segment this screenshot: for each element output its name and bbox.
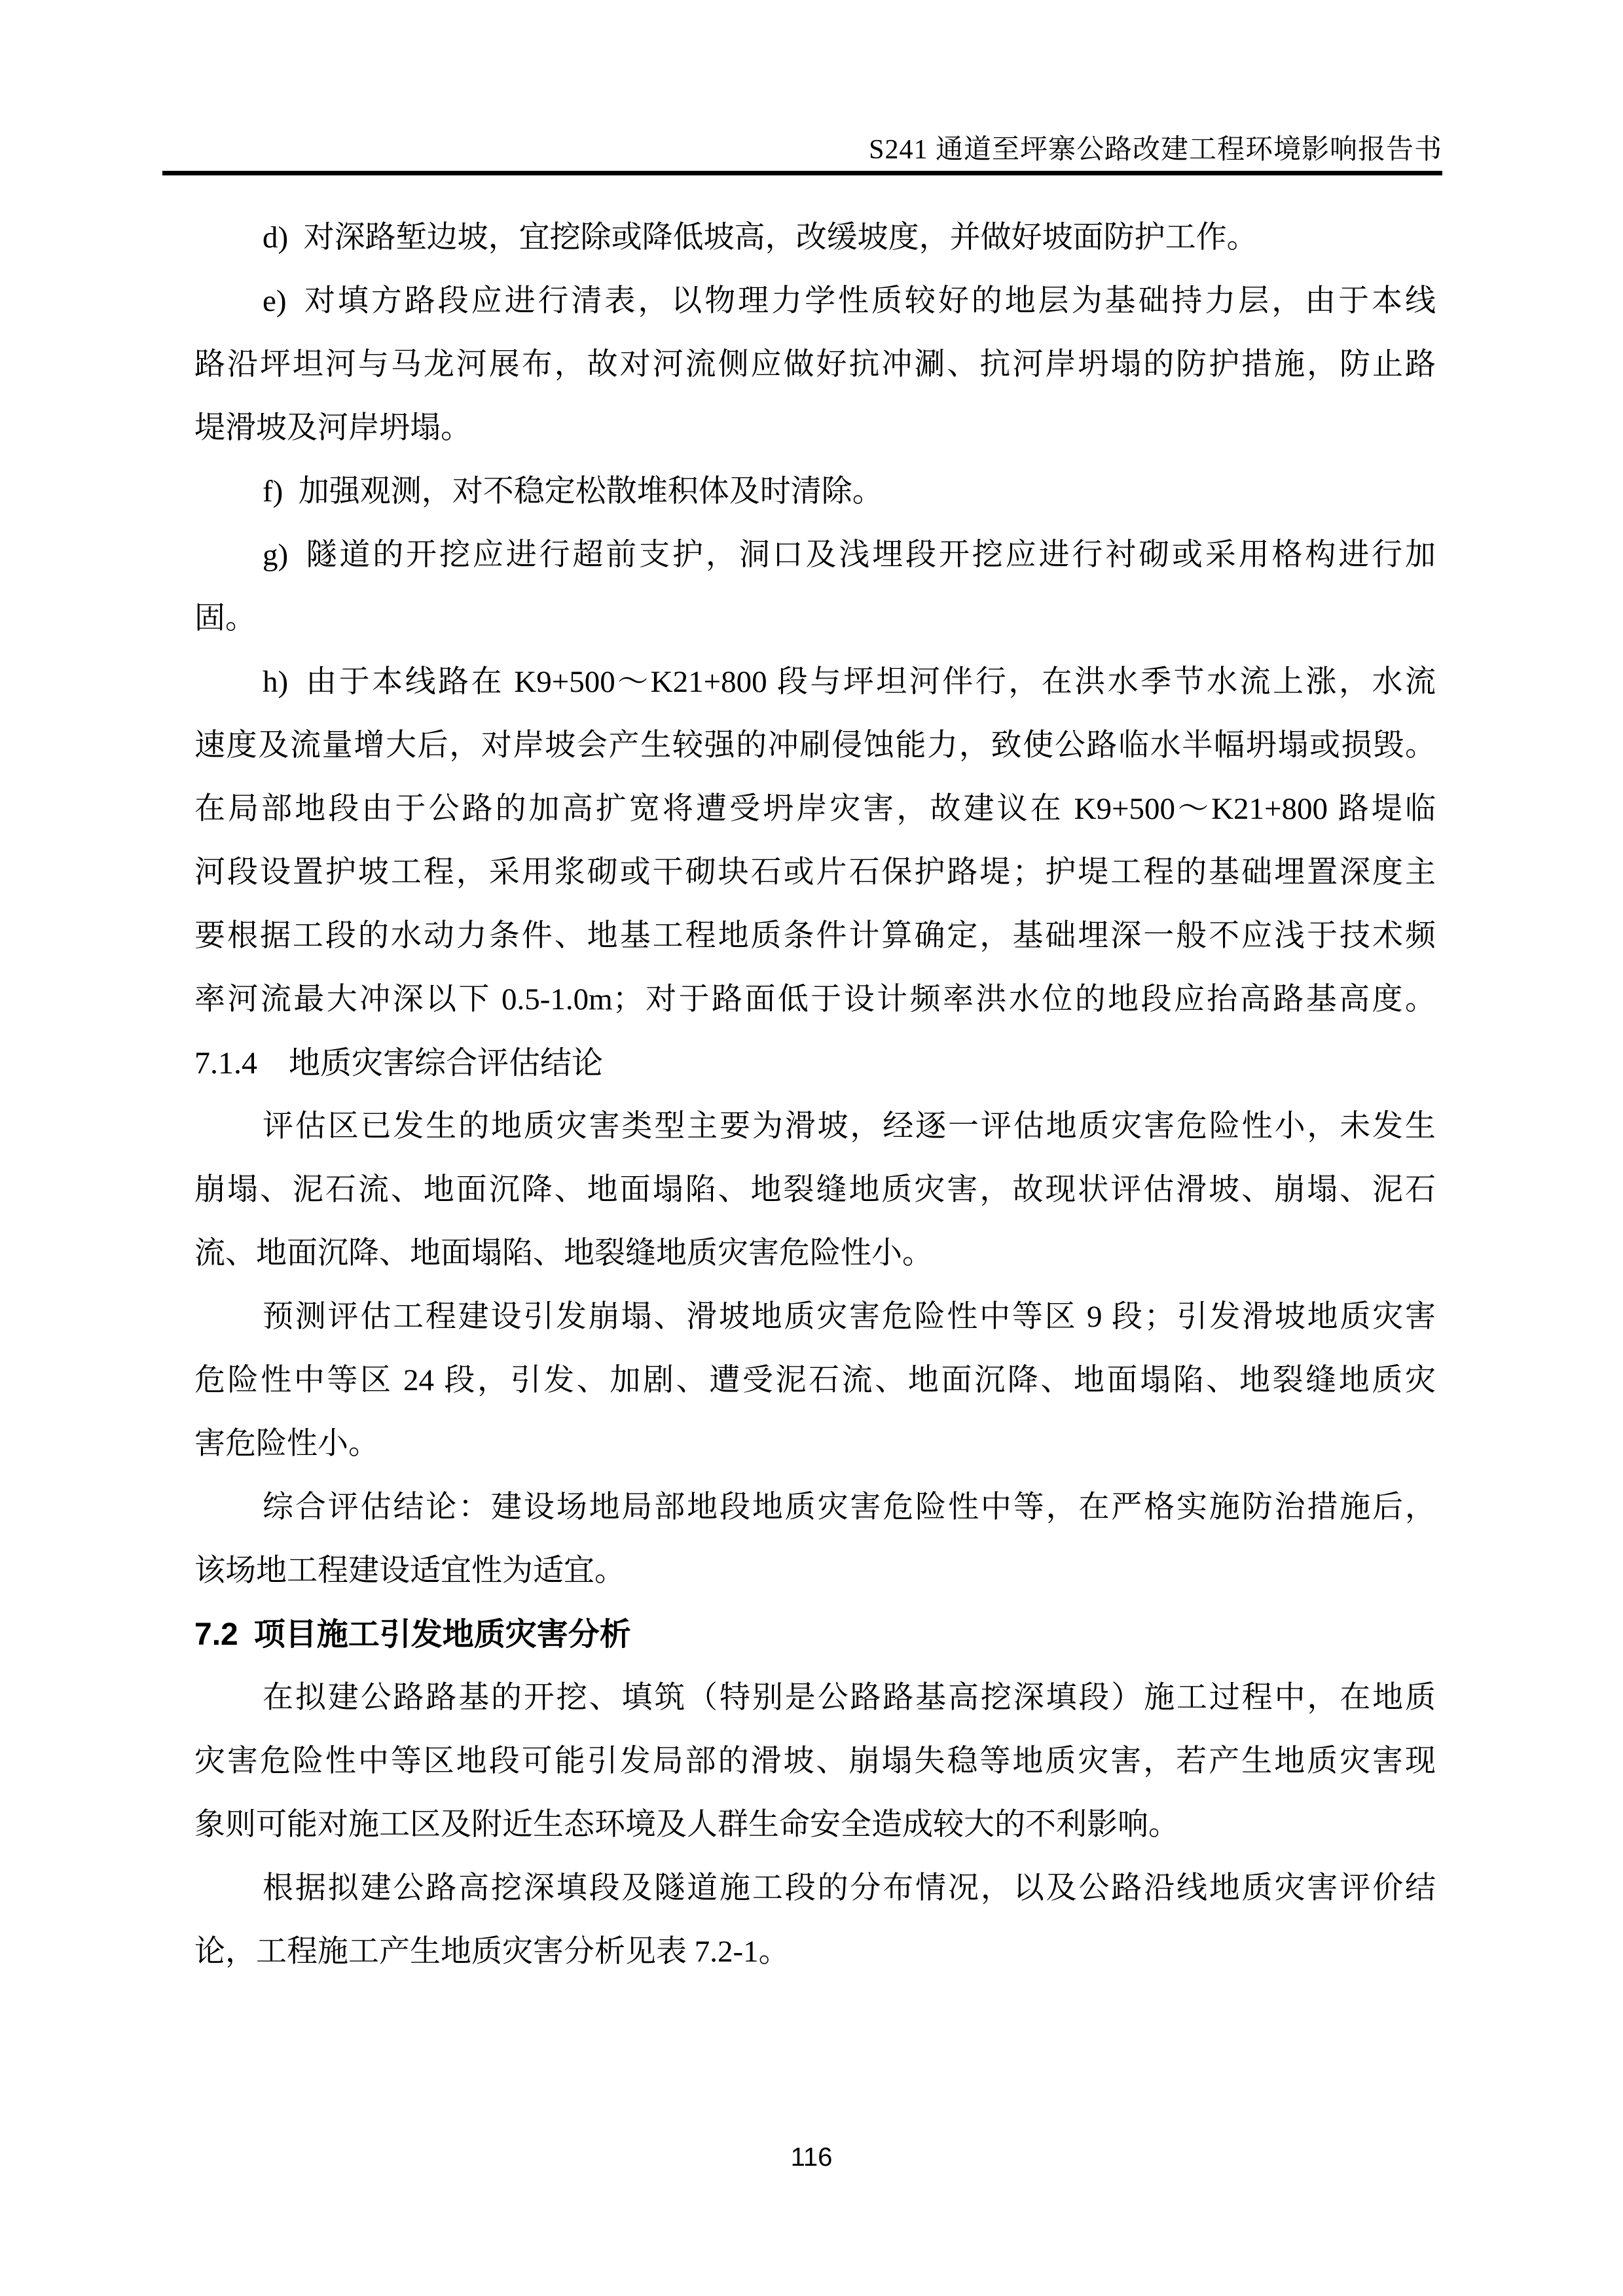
text-line: 论，工程施工产生地质灾害分析见表 7.2-1。 [194, 1935, 790, 1969]
document-body [194, 206, 1436, 1984]
page-footer [0, 2142, 1623, 2173]
text-line: 河段设置护坡工程，采用浆砌或干砌块石或片石保护路堤；护堤工程的基础埋置深度主 [194, 855, 1436, 889]
text-line: h) 由于本线路在 K9+500～K21+800 段与坪坦河伴行，在洪水季节水流上涨，水流 [263, 665, 1436, 699]
text-line: 评估区已发生的地质灾害类型主要为滑坡，经逐一评估地质灾害危险性小，未发生 [263, 1109, 1436, 1143]
header-rule [162, 171, 1442, 175]
heading-7-2: 7.2 项目施工引发地质灾害分析 [194, 1617, 631, 1652]
text-line: 象则可能对施工区及附近生态环境及人群生命安全造成较大的不利影响。 [194, 1808, 1179, 1842]
text-line: 在拟建公路路基的开挖、填筑（特别是公路路基高挖深填段）施工过程中，在地质 [263, 1681, 1436, 1715]
text-line: d) 对深路堑边坡，宜挖除或降低坡高，改缓坡度，并做好坡面防护工作。 [263, 221, 1258, 255]
text-line: 预测评估工程建设引发崩塌、滑坡地质灾害危险性中等区 9 段；引发滑坡地质灾害 [263, 1300, 1436, 1334]
heading-7-1-4: 7.1.4 地质灾害综合评估结论 [194, 1046, 604, 1081]
text-line: 崩塌、泥石流、地面沉降、地面塌陷、地裂缝地质灾害，故现状评估滑坡、崩塌、泥石 [194, 1173, 1436, 1207]
text-line: 堤滑坡及河岸坍塌。 [194, 411, 471, 445]
text-line: 灾害危险性中等区地段可能引发局部的滑坡、崩塌失稳等地质灾害，若产生地质灾害现 [194, 1744, 1436, 1778]
text-line: f) 加强观测，对不稳定松散堆积体及时清除。 [263, 475, 883, 509]
text-line: g) 隧道的开挖应进行超前支护，洞口及浅埋段开挖应进行衬砌或采用格构进行加 [263, 538, 1436, 572]
text-line: e) 对填方路段应进行清表，以物理力学性质较好的地层为基础持力层，由于本线 [263, 284, 1436, 318]
text-line: 该场地工程建设适宜性为适宜。 [194, 1554, 625, 1588]
text-line: 害危险性小。 [194, 1427, 379, 1461]
text-line: 速度及流量增大后，对岸坡会产生较强的冲刷侵蚀能力，致使公路临水半幅坍塌或损毁。 [194, 728, 1436, 762]
page-header [162, 0, 1442, 175]
text-line: 综合评估结论：建设场地局部地段地质灾害危险性中等，在严格实施防治措施后， [263, 1490, 1436, 1524]
text-line: 根据拟建公路高挖深填段及隧道施工段的分布情况，以及公路沿线地质灾害评价结 [263, 1871, 1436, 1905]
text-line: 要根据工段的水动力条件、地基工程地质条件计算确定，基础埋深一般不应浅于技术频 [194, 919, 1436, 953]
page-number: 116 [790, 2143, 833, 2172]
text-line: 危险性中等区 24 段，引发、加剧、遭受泥石流、地面沉降、地面塌陷、地裂缝地质灾 [194, 1363, 1436, 1397]
text-line: 固。 [194, 601, 256, 636]
text-line: 路沿坪坦河与马龙河展布，故对河流侧应做好抗冲涮、抗河岸坍塌的防护措施，防止路 [194, 348, 1436, 382]
header-title: S241 通道至坪寨公路改建工程环境影响报告书 [869, 135, 1442, 165]
text-line: 在局部地段由于公路的加高扩宽将遭受坍岸灾害，故建议在 K9+500～K21+800 路堤临 [194, 792, 1436, 826]
text-line: 流、地面沉降、地面塌陷、地裂缝地质灾害危险性小。 [194, 1236, 933, 1270]
text-line: 率河流最大冲深以下 0.5-1.0m；对于路面低于设计频率洪水位的地段应抬高路基高度。 [194, 982, 1436, 1016]
